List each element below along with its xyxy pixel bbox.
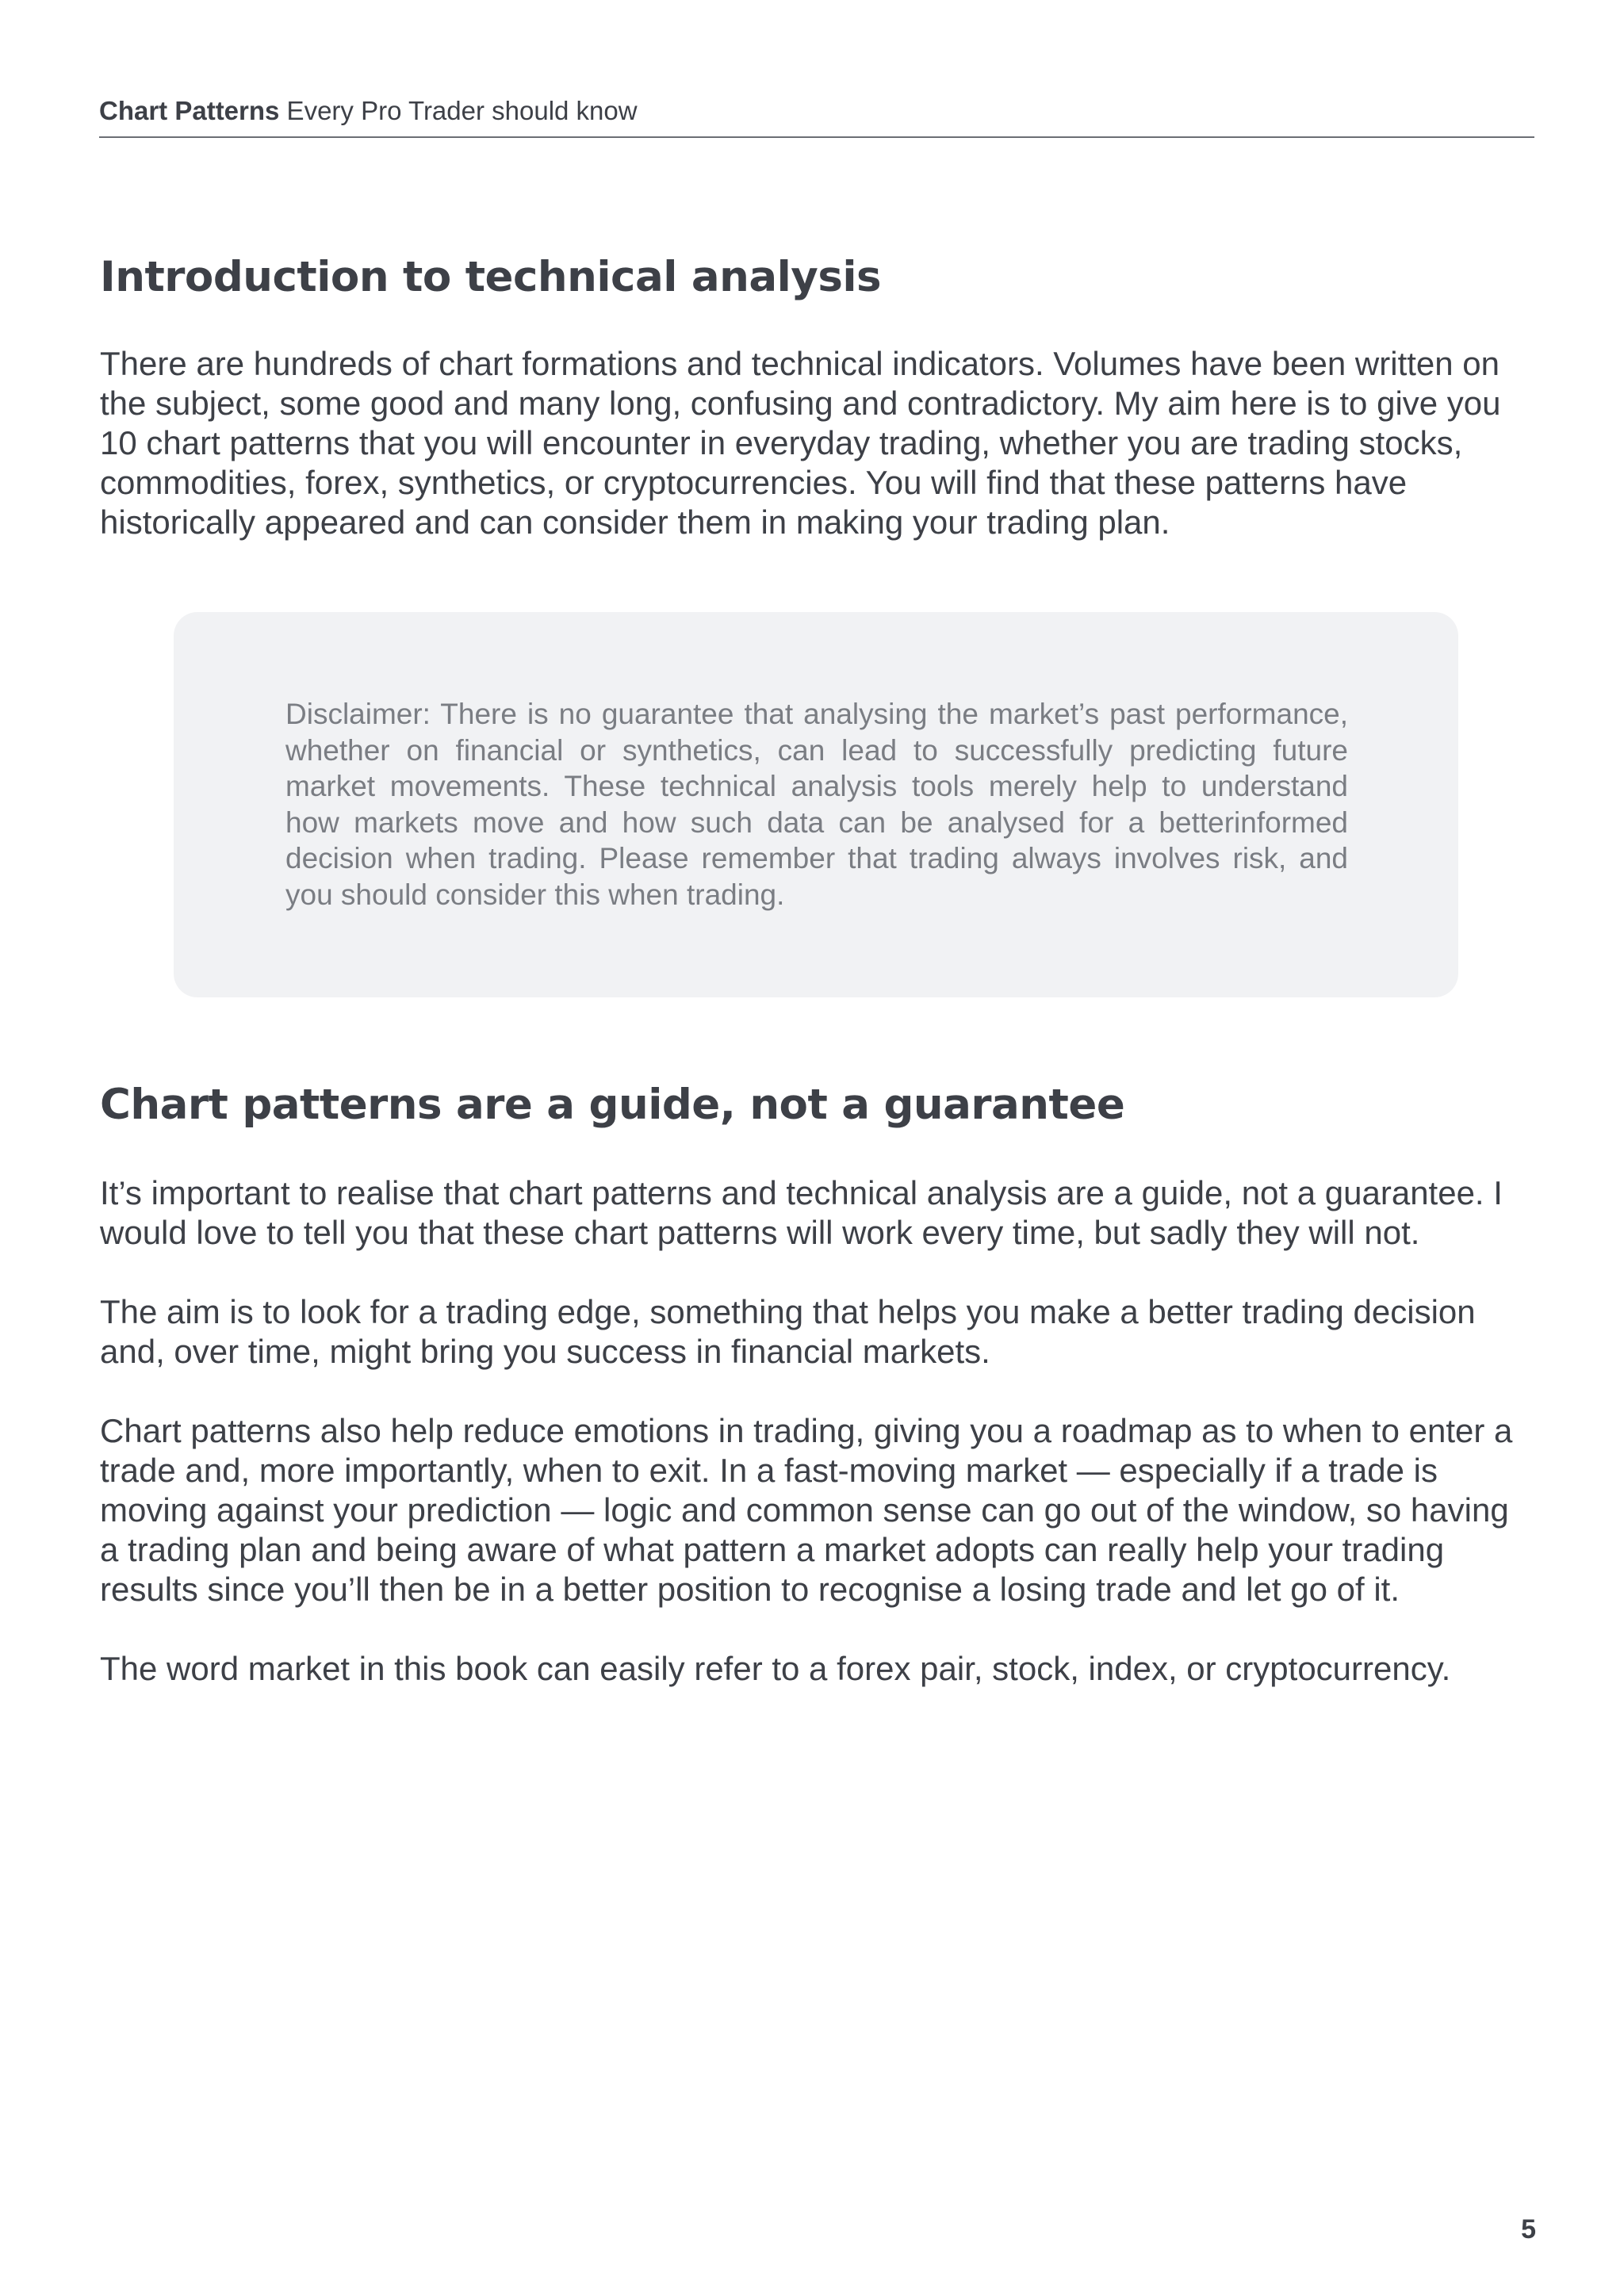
running-header xyxy=(99,95,638,127)
guide-paragraph-2: The aim is to look for a trading edge, something that helps you make a better trading decision and, over time, might bring you success in financial markets. xyxy=(100,1293,1476,1370)
page-number: 5 xyxy=(1521,2214,1536,2244)
guide-heading: Chart patterns are a guide, not a guarantee xyxy=(100,1081,1125,1129)
guide-paragraph-1: It’s important to realise that chart patterns and technical analysis are a guide, not a guarantee. I would love to tell you that these chart patterns will work every time, but sadly they will not. xyxy=(100,1174,1503,1251)
guide-paragraph-4: The word market in this book can easily refer to a forex pair, stock, index, or cryptocurrency. xyxy=(100,1650,1451,1687)
intro-paragraph: There are hundreds of chart formations and technical indicators. Volumes have been written on the subject, some good and many long, confusing and contradictory. My aim here is to give you 10 chart patterns that you will encounter in everyday trading, whether you are trading stocks, commodities, forex, synthetics, or cryptocurrencies. You will find that these patterns have historically appeared and can consider them in making your trading plan. xyxy=(100,345,1501,541)
disclaimer-box xyxy=(174,612,1458,997)
header-book-title: Chart Patterns xyxy=(99,96,280,125)
disclaimer-text: Disclaimer: There is no guarantee that analysing the market’s past performance, whether on financial or synthetics, can lead to successfully predicting future market movements. These technical analysis tools merely help to understand how markets move and how such data can be analysed for a betterinformed decision when trading. Please remember that trading always involves risk, and you should consider this when trading. xyxy=(285,698,1348,911)
guide-paragraph-3: Chart patterns also help reduce emotions in trading, giving you a roadmap as to when to enter a trade and, more importantly, when to exit. In a fast-moving market — especially if a trade is moving against your prediction — logic and common sense can go out of the window, so having a trading plan and being aware of what pattern a market adopts can really help your trading results since you’ll then be in a better position to recognise a losing trade and let go of it. xyxy=(100,1412,1513,1608)
page-header xyxy=(99,89,1534,138)
header-subtitle: Every Pro Trader should know xyxy=(279,96,638,125)
intro-heading: Introduction to technical analysis xyxy=(100,253,882,301)
